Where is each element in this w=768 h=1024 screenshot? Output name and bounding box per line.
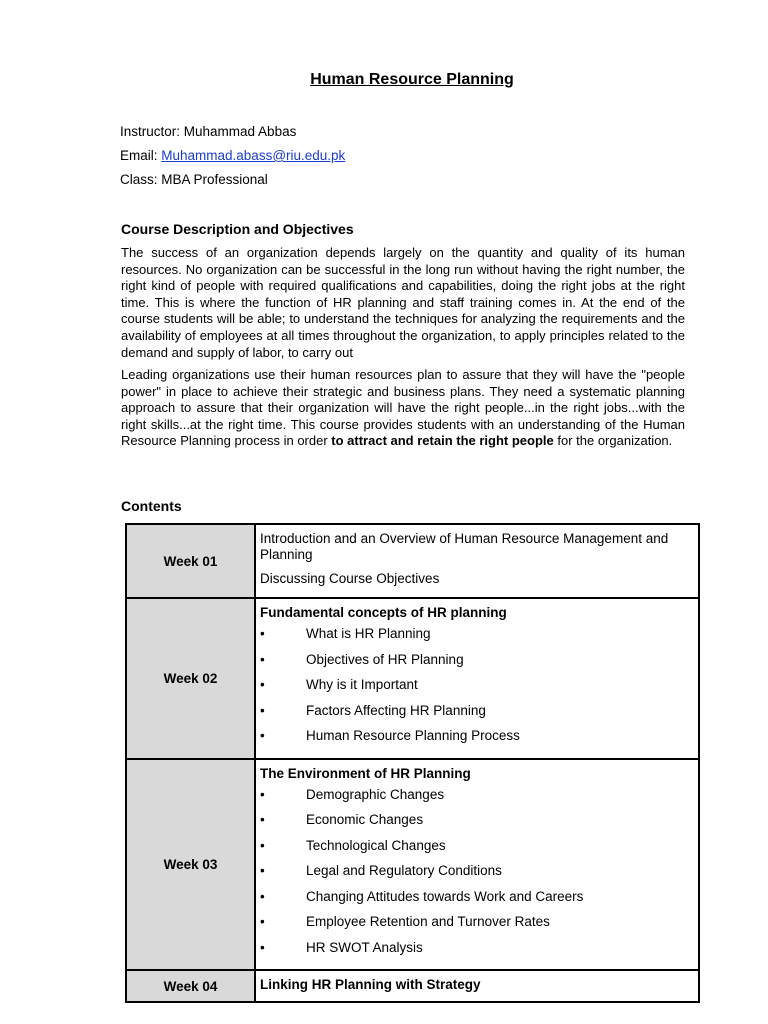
list-item-text: Economic Changes (306, 812, 424, 827)
table-row-week-01 (126, 524, 699, 598)
bullet: • (260, 651, 265, 667)
bullet: • (260, 914, 265, 929)
week-topics (255, 598, 699, 759)
description-paragraph-2 (121, 367, 685, 450)
paragraph-2-end: for the organization. (553, 433, 673, 449)
week-label: Week 03 (126, 759, 255, 971)
list-item-text: What is HR Planning (306, 626, 431, 641)
week-label: Week 04 (126, 970, 255, 1002)
list-item (260, 728, 694, 754)
list-item (260, 940, 694, 966)
list-item-text: HR SWOT Analysis (306, 939, 423, 955)
list-item (260, 626, 694, 652)
list-item (260, 703, 694, 729)
bullet: • (260, 863, 265, 878)
week-heading: Linking HR Planning with Strategy (260, 977, 481, 992)
table-row-week-02 (126, 598, 699, 759)
list-item (260, 863, 694, 889)
week-heading: The Environment of HR Planning (260, 765, 471, 781)
bullet: • (260, 626, 265, 641)
list-item-text: Factors Affecting HR Planning (306, 702, 486, 718)
bullet: • (260, 939, 265, 955)
paragraph-2-text: Leading organizations use their human resources plan to assure that they will have the "people power" in place to achieve their strategic and business plans. They need a systematic planning approach to assure that their organization will have the right people...in the right jobs...with the right skills...at the right time. This course provides students with an understanding of the Human Resource Planning process in order (121, 367, 685, 449)
bullet: • (260, 786, 265, 802)
list-item-text: Objectives of HR Planning (306, 651, 464, 667)
bullet: • (260, 728, 265, 743)
bullet: • (260, 888, 265, 904)
bullet: • (260, 837, 265, 853)
course-description-heading: Course Description and Objectives (121, 221, 354, 237)
week-label: Week 01 (126, 524, 255, 598)
email-line (120, 148, 345, 163)
week-topics (255, 759, 699, 971)
contents-heading: Contents (121, 498, 182, 514)
list-item-text: Human Resource Planning Process (306, 728, 520, 743)
week-topics (255, 970, 699, 1002)
week-heading: Fundamental concepts of HR planning (260, 605, 507, 620)
list-item (260, 812, 694, 838)
list-item (260, 889, 694, 915)
list-item-text: Technological Changes (306, 837, 446, 853)
bullet: • (260, 702, 265, 718)
paragraph-2-emphasis: to attract and retain the right people (331, 433, 554, 449)
list-item-text: Changing Attitudes towards Work and Careers (306, 888, 584, 904)
bullet: • (260, 677, 265, 692)
list-item (260, 838, 694, 864)
list-item (260, 787, 694, 813)
topic-line: Introduction and an Overview of Human Resource Management and Planning (260, 531, 669, 562)
week-label: Week 02 (126, 598, 255, 759)
table-row-week-04 (126, 970, 699, 1002)
list-item-text: Legal and Regulatory Conditions (306, 863, 502, 878)
email-label: Email: (120, 148, 162, 163)
class-line: Class: MBA Professional (120, 172, 268, 187)
list-item (260, 652, 694, 678)
list-item-text: Demographic Changes (306, 786, 445, 802)
week-topics (255, 524, 699, 598)
topic-line: Discussing Course Objectives (260, 571, 440, 586)
description-paragraph-1: The success of an organization depends largely on the quantity and quality of its human resources. No organization can be successful in the long run without having the right number, the right kind of people with required qualifications and capabilities, doing the right jobs at the right time. This is where the function of HR planning and staff training comes in. At the end of the course students will be able; to understand the techniques for analyzing the requirements and the availability of employees at all times throughout the organization, to apply principles related to the demand and supply of labor, to carry out (121, 245, 685, 360)
list-item-text: Employee Retention and Turnover Rates (306, 914, 550, 929)
instructor-line: Instructor: Muhammad Abbas (120, 124, 297, 139)
list-item (260, 914, 694, 940)
document-title: Human Resource Planning (310, 71, 514, 88)
email-link[interactable]: Muhammad.abass@riu.edu.pk (161, 148, 346, 163)
bullet: • (260, 812, 265, 827)
contents-table (125, 523, 700, 1003)
table-row-week-03 (126, 759, 699, 971)
list-item (260, 677, 694, 703)
list-item-text: Why is it Important (306, 677, 418, 692)
